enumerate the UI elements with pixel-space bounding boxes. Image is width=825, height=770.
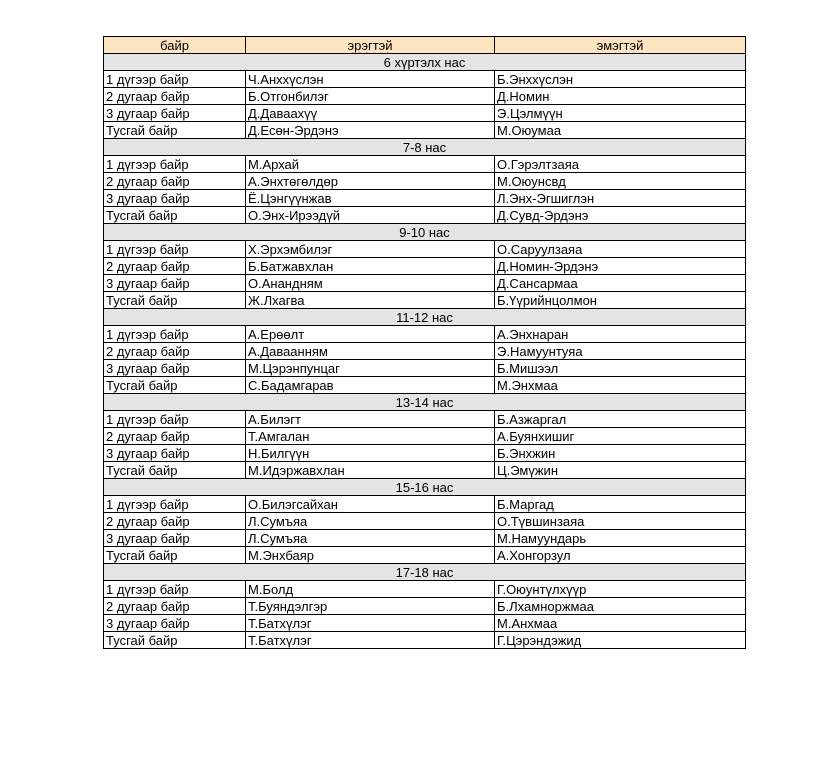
male-name-cell: Н.Билгүүн [246,445,495,462]
place-cell: 3 дугаар байр [104,190,246,207]
female-name-cell: Д.Сувд-Эрдэнэ [495,207,746,224]
table-row [104,343,746,360]
table-row [104,88,746,105]
female-name-cell: Ц.Эмүжин [495,462,746,479]
female-name-cell: Д.Номин [495,88,746,105]
place-cell: Тусгай байр [104,462,246,479]
table-row [104,105,746,122]
male-name-cell: Х.Эрхэмбилэг [246,241,495,258]
place-cell: 1 дүгээр байр [104,241,246,258]
age-group-title: 11-12 нас [104,309,746,326]
female-name-cell: А.Энхнаран [495,326,746,343]
male-name-cell: Т.Батхүлэг [246,632,495,649]
results-table [103,36,746,649]
female-name-cell: О.Саруулзаяа [495,241,746,258]
table-row [104,547,746,564]
header-male-label: эрэгтэй [347,37,393,53]
age-group-row [104,139,746,156]
place-cell: 3 дугаар байр [104,615,246,632]
table-row [104,445,746,462]
male-name-cell: А.Ерөөлт [246,326,495,343]
table-row [104,190,746,207]
age-group-row [104,54,746,71]
place-cell: 2 дугаар байр [104,173,246,190]
male-name-cell: Ж.Лхагва [246,292,495,309]
place-cell: 2 дугаар байр [104,88,246,105]
table-row [104,530,746,547]
female-name-cell: Г.Цэрэндэжид [495,632,746,649]
place-cell: 1 дүгээр байр [104,581,246,598]
table-row [104,581,746,598]
age-group-title: 9-10 нас [104,224,746,241]
place-cell: 1 дүгээр байр [104,326,246,343]
place-cell: Тусгай байр [104,632,246,649]
male-name-cell: Л.Сумъяа [246,513,495,530]
male-name-cell: Л.Сумъяа [246,530,495,547]
female-name-cell: Г.Оюунтүлхүүр [495,581,746,598]
place-cell: 1 дүгээр байр [104,411,246,428]
header-female: эмэгтэй [495,37,746,54]
female-name-cell: М.Анхмаа [495,615,746,632]
age-group-row [104,394,746,411]
male-name-cell: М.Архай [246,156,495,173]
male-name-cell: Д.Есөн-Эрдэнэ [246,122,495,139]
female-name-cell: А.Хонгорзул [495,547,746,564]
male-name-cell: М.Болд [246,581,495,598]
female-name-cell: Б.Азжаргал [495,411,746,428]
female-name-cell: Д.Номин-Эрдэнэ [495,258,746,275]
table-row [104,360,746,377]
table-row [104,496,746,513]
age-group-title: 6 хүртэлх нас [104,54,746,71]
male-name-cell: М.Энхбаяр [246,547,495,564]
female-name-cell: Б.Үүрийнцолмон [495,292,746,309]
place-cell: Тусгай байр [104,292,246,309]
table-row [104,598,746,615]
table-row [104,71,746,88]
female-name-cell: Л.Энх-Эгшиглэн [495,190,746,207]
table-row [104,326,746,343]
place-cell: 3 дугаар байр [104,275,246,292]
table-row [104,377,746,394]
table-row [104,122,746,139]
female-name-cell: Б.Лхамноржмаа [495,598,746,615]
age-group-row [104,479,746,496]
female-name-cell: М.Оюумаа [495,122,746,139]
male-name-cell: М.Идэржавхлан [246,462,495,479]
female-name-cell: Б.Энххүслэн [495,71,746,88]
table-body [104,54,746,649]
age-group-row [104,564,746,581]
female-name-cell: М.Энхмаа [495,377,746,394]
table-row [104,275,746,292]
table-row [104,207,746,224]
female-name-cell: А.Буянхишиг [495,428,746,445]
place-cell: Тусгай байр [104,377,246,394]
place-cell: 2 дугаар байр [104,343,246,360]
female-name-cell: М.Намуундарь [495,530,746,547]
place-cell: 3 дугаар байр [104,105,246,122]
female-name-cell: О.Түвшинзаяа [495,513,746,530]
male-name-cell: Ё.Цэнгүүнжав [246,190,495,207]
table-row [104,632,746,649]
male-name-cell: А.Даваанням [246,343,495,360]
place-cell: 3 дугаар байр [104,530,246,547]
place-cell: 2 дугаар байр [104,258,246,275]
table-row [104,513,746,530]
table-row [104,411,746,428]
place-cell: 1 дүгээр байр [104,496,246,513]
male-name-cell: О.Билэгсайхан [246,496,495,513]
place-cell: 2 дугаар байр [104,513,246,530]
male-name-cell: Д.Даваахүү [246,105,495,122]
table-row [104,156,746,173]
female-name-cell: М.Оюунсвд [495,173,746,190]
age-group-title: 13-14 нас [104,394,746,411]
male-name-cell: А.Билэгт [246,411,495,428]
place-cell: Тусгай байр [104,122,246,139]
place-cell: 1 дүгээр байр [104,71,246,88]
table-row [104,615,746,632]
male-name-cell: М.Цэрэнпунцаг [246,360,495,377]
male-name-cell: С.Бадамгарав [246,377,495,394]
male-name-cell: А.Энхтөгөлдөр [246,173,495,190]
table-row [104,258,746,275]
place-cell: 3 дугаар байр [104,445,246,462]
female-name-cell: Э.Цэлмүүн [495,105,746,122]
table-header-row [104,37,746,54]
female-name-cell: Б.Мишээл [495,360,746,377]
header-place: байр [104,37,246,54]
male-name-cell: Т.Буяндэлгэр [246,598,495,615]
female-name-cell: Э.Намуунтуяа [495,343,746,360]
place-cell: 2 дугаар байр [104,598,246,615]
male-name-cell: Т.Амгалан [246,428,495,445]
age-group-title: 17-18 нас [104,564,746,581]
place-cell: Тусгай байр [104,207,246,224]
header-male [246,37,495,54]
age-group-title: 15-16 нас [104,479,746,496]
female-name-cell: Б.Маргад [495,496,746,513]
place-cell: 1 дүгээр байр [104,156,246,173]
male-name-cell: Б.Отгонбилэг [246,88,495,105]
place-cell: 2 дугаар байр [104,428,246,445]
table-row [104,241,746,258]
female-name-cell: Д.Сансармаа [495,275,746,292]
place-cell: Тусгай байр [104,547,246,564]
male-name-cell: О.Энх-Ирээдүй [246,207,495,224]
male-name-cell: Т.Батхүлэг [246,615,495,632]
male-name-cell: Б.Батжавхлан [246,258,495,275]
female-name-cell: Б.Энхжин [495,445,746,462]
age-group-title: 7-8 нас [104,139,746,156]
table-row [104,462,746,479]
table-row [104,428,746,445]
age-group-row [104,309,746,326]
table-row [104,292,746,309]
place-cell: 3 дугаар байр [104,360,246,377]
male-name-cell: О.Анандням [246,275,495,292]
age-group-row [104,224,746,241]
male-name-cell: Ч.Анххүслэн [246,71,495,88]
female-name-cell: О.Гэрэлтзаяа [495,156,746,173]
table-row [104,173,746,190]
